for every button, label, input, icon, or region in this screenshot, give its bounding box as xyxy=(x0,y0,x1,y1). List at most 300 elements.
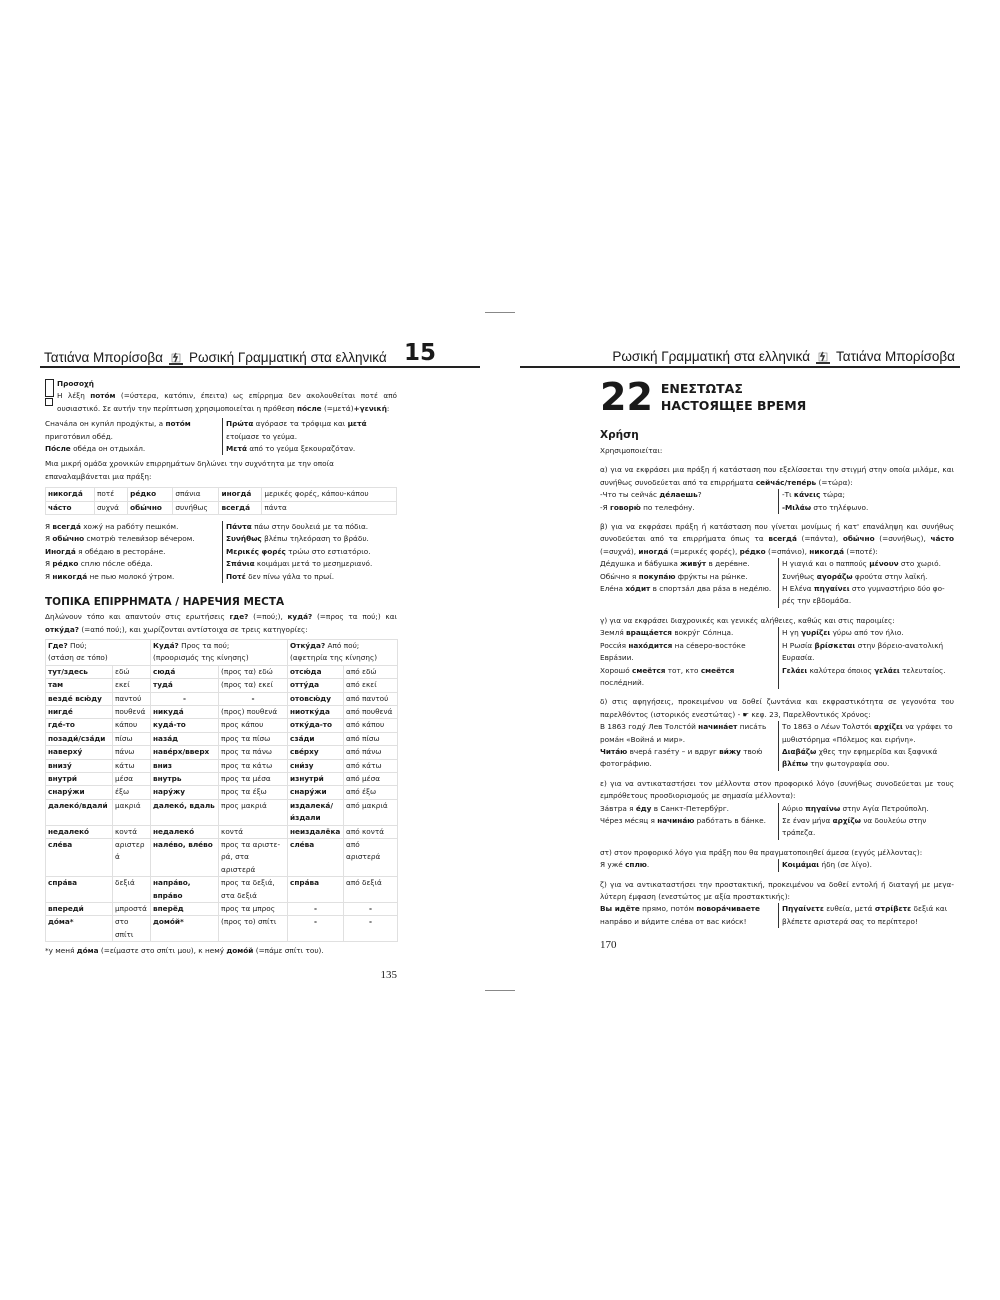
bold-term: ви́жу xyxy=(719,746,741,756)
russian-adverb: нигдé xyxy=(46,705,113,718)
text-segment: в Санкт-Петербýрг. xyxy=(651,803,729,813)
greek-translation: συχνά xyxy=(94,501,127,514)
bold-term: Κοιμάμαι xyxy=(782,860,820,870)
example-line xyxy=(226,571,397,583)
russian-adverb: впереди́ xyxy=(46,903,113,916)
example-russian xyxy=(600,721,778,771)
bold-term: поворáчиваете xyxy=(696,904,760,914)
usage-description xyxy=(600,464,954,489)
example-greek xyxy=(222,418,397,455)
greek-translation: από κάπου xyxy=(344,719,398,732)
greek-translation: πάνω xyxy=(113,746,151,759)
usage-description xyxy=(600,521,954,558)
russian-adverb: никогда́ xyxy=(46,488,95,501)
bold-term: Кудá? xyxy=(153,640,179,650)
text-segment: ? xyxy=(697,490,702,500)
usage-section xyxy=(600,778,954,840)
bold-term: στρίβετε xyxy=(874,904,912,914)
text-segment: . xyxy=(646,860,650,870)
usage-section xyxy=(600,696,954,770)
russian-adverb: слéва xyxy=(288,839,344,877)
text-segment: : xyxy=(386,403,390,413)
bold-term: +γενική xyxy=(353,403,387,413)
bold-term: хóдит xyxy=(625,584,651,594)
text-segment: Η λέξη xyxy=(57,391,91,401)
chapter-title-russian: НАСТОЯЩЕЕ ВРЕМЯ xyxy=(660,398,807,413)
text-segment: Η Ελένα xyxy=(782,584,814,594)
example-russian xyxy=(600,627,778,689)
example-line xyxy=(782,803,954,815)
russian-adverb: всегда́ xyxy=(219,501,262,514)
russian-adverb: обы́чно xyxy=(128,501,173,514)
example-line xyxy=(782,502,954,514)
greek-translation: από μακριά xyxy=(344,799,398,825)
text-segment: ήδη (σε λίγο). xyxy=(819,860,872,870)
bold-term: Иногда́ xyxy=(45,546,76,556)
text-segment: Δηλώνουν τόπο και απαντούν στις ερωτήσεις xyxy=(45,612,230,622)
text-segment: (=είμαστε στο σπίτι μου), к немý xyxy=(98,946,227,956)
text-segment: ευθεία, μετά xyxy=(823,904,875,914)
bold-term: потóм xyxy=(90,391,116,401)
text-segment: Я ужé xyxy=(600,860,626,870)
bold-term: начинáю xyxy=(657,815,695,825)
bold-term: домóй xyxy=(226,946,254,956)
russian-adverb: отсю́да xyxy=(288,665,344,678)
page-number: 135 xyxy=(380,968,397,981)
russian-adverb: никудá xyxy=(151,705,219,718)
example-line xyxy=(226,546,397,558)
text-segment: В 1863 годý Лев Толстóй xyxy=(600,722,699,732)
question-subtitle: (στάση σε τόπο) xyxy=(48,653,108,663)
bold-term: всегда́ xyxy=(52,522,81,532)
greek-translation: πουθενά xyxy=(113,705,151,718)
greek-translation: μερικές φορές, κάπου-κάπου xyxy=(262,488,397,501)
table-row xyxy=(46,799,398,825)
text-segment: в спортзáл два рáза в недéлю. xyxy=(650,584,772,594)
bold-term: éду xyxy=(635,803,652,813)
text-segment: (=προς τα πού;) και xyxy=(312,612,397,622)
bold-term: пóсле xyxy=(296,403,322,413)
frequency-table xyxy=(45,487,397,515)
text-segment: κοιμάμαι μετά το μεσημεριανό. xyxy=(254,559,373,569)
greek-translation: κάπου xyxy=(113,719,151,732)
text-segment: (=πάμε σπίτι του). xyxy=(253,946,324,956)
russian-adverb: внутри́ xyxy=(46,772,113,785)
bold-term: смеётся xyxy=(632,665,666,675)
russian-adverb: вездé всю́ду xyxy=(46,692,113,705)
text-segment: β) για να εκφράσει πράξη ή κατάσταση που γίνεται μονίμως ή κατ' επανάληψη και συνήθως συνοδεύεται από τα επιρρήματα όπως τα xyxy=(600,522,954,544)
text-segment: (=πού;), xyxy=(248,612,288,622)
example-line xyxy=(600,746,778,771)
bold-term: βλέπω xyxy=(782,759,809,769)
russian-adverb: далекó, вдаль xyxy=(151,799,219,825)
greek-translation: από μέσα xyxy=(344,772,398,785)
greek-translation: (προς τα) εκεί xyxy=(219,679,288,692)
usage-section xyxy=(600,615,954,689)
chapter-heading xyxy=(600,376,954,418)
example-russian xyxy=(600,489,778,514)
bold-term: Πηγαίνετε xyxy=(782,904,824,914)
text-segment: γύρω από τον ήλιο. xyxy=(830,628,904,638)
russian-adverb: сюдá xyxy=(151,665,219,678)
russian-adverb: домóй* xyxy=(151,916,219,942)
usage-description xyxy=(600,879,954,904)
russian-adverb: позади́/сзáди xyxy=(46,732,113,745)
text-segment: δεξιά και βλέπετε αριστερά σας το περίπτερο! xyxy=(782,904,948,926)
example-russian xyxy=(600,803,778,840)
example-pair xyxy=(600,558,954,608)
bold-term: живýт xyxy=(680,559,707,569)
example-line xyxy=(226,418,397,430)
example-line xyxy=(600,558,778,570)
text-segment: τελευταίος. xyxy=(899,665,946,675)
text-segment: на сéверо-востóке Еврáзии. xyxy=(600,640,746,663)
bold-term: γυρίζει xyxy=(801,628,831,638)
example-line xyxy=(45,431,222,443)
attention-note xyxy=(45,378,397,415)
bold-term: сплю xyxy=(625,860,647,870)
bold-term: αρχίζει xyxy=(873,722,903,732)
chapter-number: 22 xyxy=(600,375,653,419)
russian-adverb: слéва xyxy=(46,839,113,877)
table-row xyxy=(46,903,398,916)
bold-term: никогда́ xyxy=(52,571,88,581)
russian-adverb: вперёд xyxy=(151,903,219,916)
text-segment: по телефóну. xyxy=(640,502,695,512)
table-row xyxy=(46,759,398,772)
text-segment: Я xyxy=(45,534,53,544)
example-line xyxy=(782,583,954,608)
table-row xyxy=(46,705,398,718)
russian-adverb: издалекá/ и́здали xyxy=(288,799,344,825)
text-segment: (=μετά) xyxy=(321,403,354,413)
example-line xyxy=(226,533,397,545)
table-row xyxy=(46,488,397,501)
greek-translation: από πουθενά xyxy=(344,705,398,718)
usage-heading: Χρήση xyxy=(600,429,639,441)
text-segment: την φωτογραφία σου. xyxy=(808,759,890,769)
left-header xyxy=(44,340,436,366)
bold-term: откýда? xyxy=(45,624,80,634)
text-segment: (=συνήθως), xyxy=(874,534,931,544)
example-greek xyxy=(222,521,397,583)
text-segment: прямо, потóм xyxy=(639,904,697,914)
text-segment: -Что ты сейчáс xyxy=(600,490,660,500)
greek-translation: πάντα xyxy=(262,501,397,514)
text-segment: Η γιαγιά και ο παππούς xyxy=(782,559,870,569)
text-segment: στην Αγία Πετρούπολη. xyxy=(840,803,929,813)
example-line xyxy=(226,558,397,570)
greek-translation: σπάνια xyxy=(173,488,219,501)
text-segment: βλέπω τηλεόραση το βράδυ. xyxy=(261,534,369,544)
question xyxy=(290,640,395,652)
text-segment: послéдний. xyxy=(600,677,645,687)
publisher-logo-icon xyxy=(168,352,184,366)
greek-translation: κάτω xyxy=(113,759,151,772)
bold-term: дóма xyxy=(76,946,99,956)
bold-term: Σπάνια xyxy=(226,559,255,569)
table-row xyxy=(46,786,398,799)
text-segment: Σε έναν μήνα xyxy=(782,815,833,825)
text-segment: фрýкты на ры́нке. xyxy=(675,571,748,581)
example-greek xyxy=(778,627,954,689)
example-line xyxy=(782,746,954,771)
text-segment: Αύριο xyxy=(782,803,806,813)
bold-term: Πρώτα xyxy=(226,419,254,429)
column-header xyxy=(151,639,288,665)
header-rule xyxy=(40,366,480,368)
example-line xyxy=(600,571,778,583)
text-segment: (=πάντα), xyxy=(796,534,843,544)
bold-term: иногдá xyxy=(638,546,669,556)
example-line xyxy=(600,721,778,746)
russian-adverb: ниоткýда xyxy=(288,705,344,718)
note-icon xyxy=(45,379,54,397)
table-row xyxy=(46,501,397,514)
example-line xyxy=(782,640,954,665)
greek-translation: προς τα πίσω xyxy=(219,732,288,745)
text-segment: να γράφει το μυθιστόρημα «Πόλεμος και ειρήνη». xyxy=(782,722,953,744)
russian-adverb: вниз xyxy=(151,759,219,772)
greek-translation: - xyxy=(219,692,288,705)
question xyxy=(48,640,148,652)
example-line xyxy=(600,665,778,690)
place-intro xyxy=(45,611,397,636)
greek-translation: προς μακριά xyxy=(219,799,288,825)
text-segment: *у меня́ xyxy=(45,946,77,956)
russian-adverb: откýда-то xyxy=(288,719,344,732)
example-pair xyxy=(600,903,954,928)
text-segment: Обы́чно я xyxy=(600,571,639,581)
bold-term: γελάει xyxy=(874,665,900,675)
greek-translation: από δεξιά xyxy=(344,877,398,903)
text-segment: Дéдушка и бáбушка xyxy=(600,559,681,569)
text-segment: не пью молокó ýтром. xyxy=(87,571,175,581)
bold-term: πηγαίνει xyxy=(813,584,850,594)
bold-term: Вы идёте xyxy=(600,904,640,914)
russian-adverb: неиздалёка xyxy=(288,825,344,838)
example-line xyxy=(600,640,778,665)
usage-section xyxy=(600,879,954,929)
russian-adverb: там xyxy=(46,679,113,692)
example-line xyxy=(600,489,778,501)
bold-term: Συνήθως xyxy=(226,534,262,544)
bold-term: обы́чно xyxy=(842,534,875,544)
greek-translation: - xyxy=(344,903,398,916)
text-segment: α) για να εκφράσει μια πράξη ή κατάσταση που εξελίσσεται την στιγμή στην οποία μιλάμε, και συνήθως συνοδεύεται από τα επιρρήματα xyxy=(600,465,954,487)
russian-adverb: иногда́ xyxy=(219,488,262,501)
greek-translation: από κάτω xyxy=(344,759,398,772)
bold-term: рéдко xyxy=(52,559,79,569)
greek-translation: συνήθως xyxy=(173,501,219,514)
example-line xyxy=(45,418,222,430)
russian-adverb: свéрху xyxy=(288,746,344,759)
bold-term: κάνεις xyxy=(793,490,821,500)
bold-term: где? xyxy=(229,612,249,622)
question-subtitle: (αφετηρία της κίνησης) xyxy=(290,653,378,663)
text-segment: напрáво и ви́дите слéва от вас киóск! xyxy=(600,916,747,926)
text-segment: τρώω στο εστιατόριο. xyxy=(285,546,371,556)
example-greek xyxy=(778,489,954,514)
greek-translation: (προς τα) εδώ xyxy=(219,665,288,678)
page-number: 170 xyxy=(600,939,617,952)
text-segment: Το 1863 ο Λέων Τολστόι xyxy=(782,722,874,732)
russian-adverb: нарýжу xyxy=(151,786,219,799)
greek-translation: από παντού xyxy=(344,692,398,705)
table-row xyxy=(46,692,398,705)
text-segment: αγόρασε τα τρόφιμα και xyxy=(253,419,348,429)
table-row xyxy=(46,719,398,732)
example-russian xyxy=(45,521,222,583)
example-frequency xyxy=(45,521,397,583)
russian-adverb: изнутри́ xyxy=(288,772,344,785)
usage-description xyxy=(600,778,954,803)
greek-translation: μέσα xyxy=(113,772,151,785)
bold-term: Γελάει xyxy=(782,665,808,675)
text-segment: πάω στην δουλειά με τα πόδια. xyxy=(251,522,369,532)
book-title: Ρωσική Γραμματική στα ελληνικά xyxy=(188,350,387,365)
footnote xyxy=(45,945,397,957)
russian-adverb: чáсто xyxy=(46,501,95,514)
usage-section xyxy=(600,847,954,872)
text-segment: смотрю́ телеви́зор вéчером. xyxy=(84,534,195,544)
example-greek xyxy=(778,558,954,608)
table-header-row xyxy=(46,639,398,665)
left-page-content xyxy=(45,378,397,982)
greek-translation: από έξω xyxy=(344,786,398,799)
text-segment: χθες την εφημερίδα και ξαφνικά xyxy=(816,746,938,756)
bold-term: Где? xyxy=(48,640,68,650)
bold-term: рéдко xyxy=(739,546,766,556)
text-segment: Росси́я xyxy=(600,640,629,650)
usage-intro: Χρησιμοποιείται: xyxy=(600,446,663,455)
text-segment: (=τώρα): xyxy=(816,477,853,487)
example-pair xyxy=(600,803,954,840)
bold-term: покупáю xyxy=(638,571,676,581)
greek-translation: - xyxy=(344,916,398,942)
author: Τατιάνα Μπορίσοβα xyxy=(836,349,955,364)
column-header xyxy=(46,639,151,665)
table-row xyxy=(46,916,398,942)
example-line xyxy=(782,627,954,639)
greek-translation: προς τα πάνω xyxy=(219,746,288,759)
example-line xyxy=(45,558,222,570)
bold-term: нахóдится xyxy=(628,640,673,650)
author: Τατιάνα Μπορίσοβα xyxy=(44,350,163,365)
bold-term: никогдá xyxy=(809,546,845,556)
russian-adverb: сни́зу xyxy=(288,759,344,772)
chapter-title-greek: ΕΝΕΣΤΩΤΑΣ xyxy=(660,381,743,396)
greek-translation: κοντά xyxy=(113,825,151,838)
text-segment: вокрýг Сóлнца. xyxy=(672,628,734,638)
text-segment: Από πού; xyxy=(325,640,360,650)
bold-term: говорю́ xyxy=(610,502,641,512)
greek-translation: από εκεί xyxy=(344,679,398,692)
text-segment: ετοίμασε το γεύμα. xyxy=(226,431,298,441)
right-page-content xyxy=(600,376,954,952)
text-segment: στην βόρειο-ανατολική Ευρασία. xyxy=(782,640,944,663)
table-row xyxy=(46,825,398,838)
example-line xyxy=(600,815,778,827)
greek-translation: προς τα μέσα xyxy=(219,772,288,785)
text-segment: Προς τα πού; xyxy=(178,640,230,650)
greek-translation: έξω xyxy=(113,786,151,799)
russian-adverb: недалекó xyxy=(151,825,219,838)
greek-translation: από πίσω xyxy=(344,732,398,745)
greek-translation: αριστερά xyxy=(113,839,151,877)
example-pair xyxy=(600,721,954,771)
russian-adverb: спрáва xyxy=(46,877,113,903)
greek-translation: προς τα δεξιά, στα δεξιά xyxy=(219,877,288,903)
text-segment: (=σπάνιο), xyxy=(765,546,810,556)
example-pair xyxy=(600,489,954,514)
text-segment: φρούτα στην λαϊκή. xyxy=(852,571,928,581)
example-line xyxy=(782,665,954,677)
text-segment: να δουλεύω στην τράπεζα. xyxy=(782,815,927,838)
bold-term: вращáется xyxy=(626,628,672,638)
greek-translation: δεξιά xyxy=(113,877,151,903)
example-line xyxy=(45,443,222,455)
example-greek xyxy=(778,721,954,771)
greek-translation: μπροστά xyxy=(113,903,151,916)
text-segment: ζ) για να αντικαταστήσει την προστακτική, προκειμένου να δοθεί εντολή ή διαταγή με μεγα-λύτερη έμφαση (ενεστώτος με αξία προστακτικής): xyxy=(600,879,954,901)
greek-translation: ποτέ xyxy=(94,488,127,501)
russian-adverb: тудá xyxy=(151,679,219,692)
example-pair xyxy=(600,627,954,689)
example-line xyxy=(226,431,397,443)
text-segment: Снача́ла он купи́л продýкты, а xyxy=(45,419,166,429)
example-line xyxy=(782,721,954,746)
text-segment: писáть ромáн «Войнá и мир». xyxy=(600,722,767,744)
bold-term: βρίσκεται xyxy=(814,640,856,650)
text-segment: Елéна xyxy=(600,584,626,594)
question xyxy=(153,640,285,652)
text-segment: Чéрез мéсяц я xyxy=(600,815,658,825)
greek-translation: στο σπίτι xyxy=(113,916,151,942)
greek-translation: προς κάπου xyxy=(219,719,288,732)
greek-translation: εκεί xyxy=(113,679,151,692)
text-segment: Η γη xyxy=(782,628,802,638)
usage-section xyxy=(600,464,954,514)
russian-adverb: кудá-то xyxy=(151,719,219,732)
bold-term: кудá? xyxy=(287,612,313,622)
text-segment: γ) για να εκφράσει διαχρονικές και γενικές αλήθειες, καθώς και στις παροιμίες: xyxy=(600,615,895,625)
example-line xyxy=(600,627,778,639)
page-top-mark xyxy=(485,312,515,313)
text-segment: хожý на рабóту пешкóм. xyxy=(80,522,179,532)
example-line xyxy=(226,521,397,533)
greek-translation: προς τα έξω xyxy=(219,786,288,799)
greek-translation: πίσω xyxy=(113,732,151,745)
question-subtitle: (προορισμός της κίνησης) xyxy=(153,653,249,663)
example-pair xyxy=(600,859,954,871)
text-segment: Я xyxy=(45,571,53,581)
text-segment: στο γυμναστήριο δύο φο-ρές την εβδομάδα. xyxy=(782,584,945,606)
russian-adverb: - xyxy=(288,903,344,916)
publisher-logo-icon xyxy=(815,351,831,365)
russian-adverb: внутрь xyxy=(151,772,219,785)
text-segment: тот, кто xyxy=(665,665,701,675)
text-segment: Я xyxy=(45,522,53,532)
example-line xyxy=(600,903,778,928)
text-segment: στο χωριό. xyxy=(898,559,941,569)
russian-adverb: наверхý xyxy=(46,746,113,759)
text-segment: я обéдаю в ресторáне. xyxy=(75,546,166,556)
text-segment: в дерéвне. xyxy=(706,559,750,569)
place-adverbs-table xyxy=(45,639,398,942)
text-segment: пригото́вил обéд. xyxy=(45,431,114,441)
text-segment: рабóтать в бáнке. xyxy=(694,815,766,825)
